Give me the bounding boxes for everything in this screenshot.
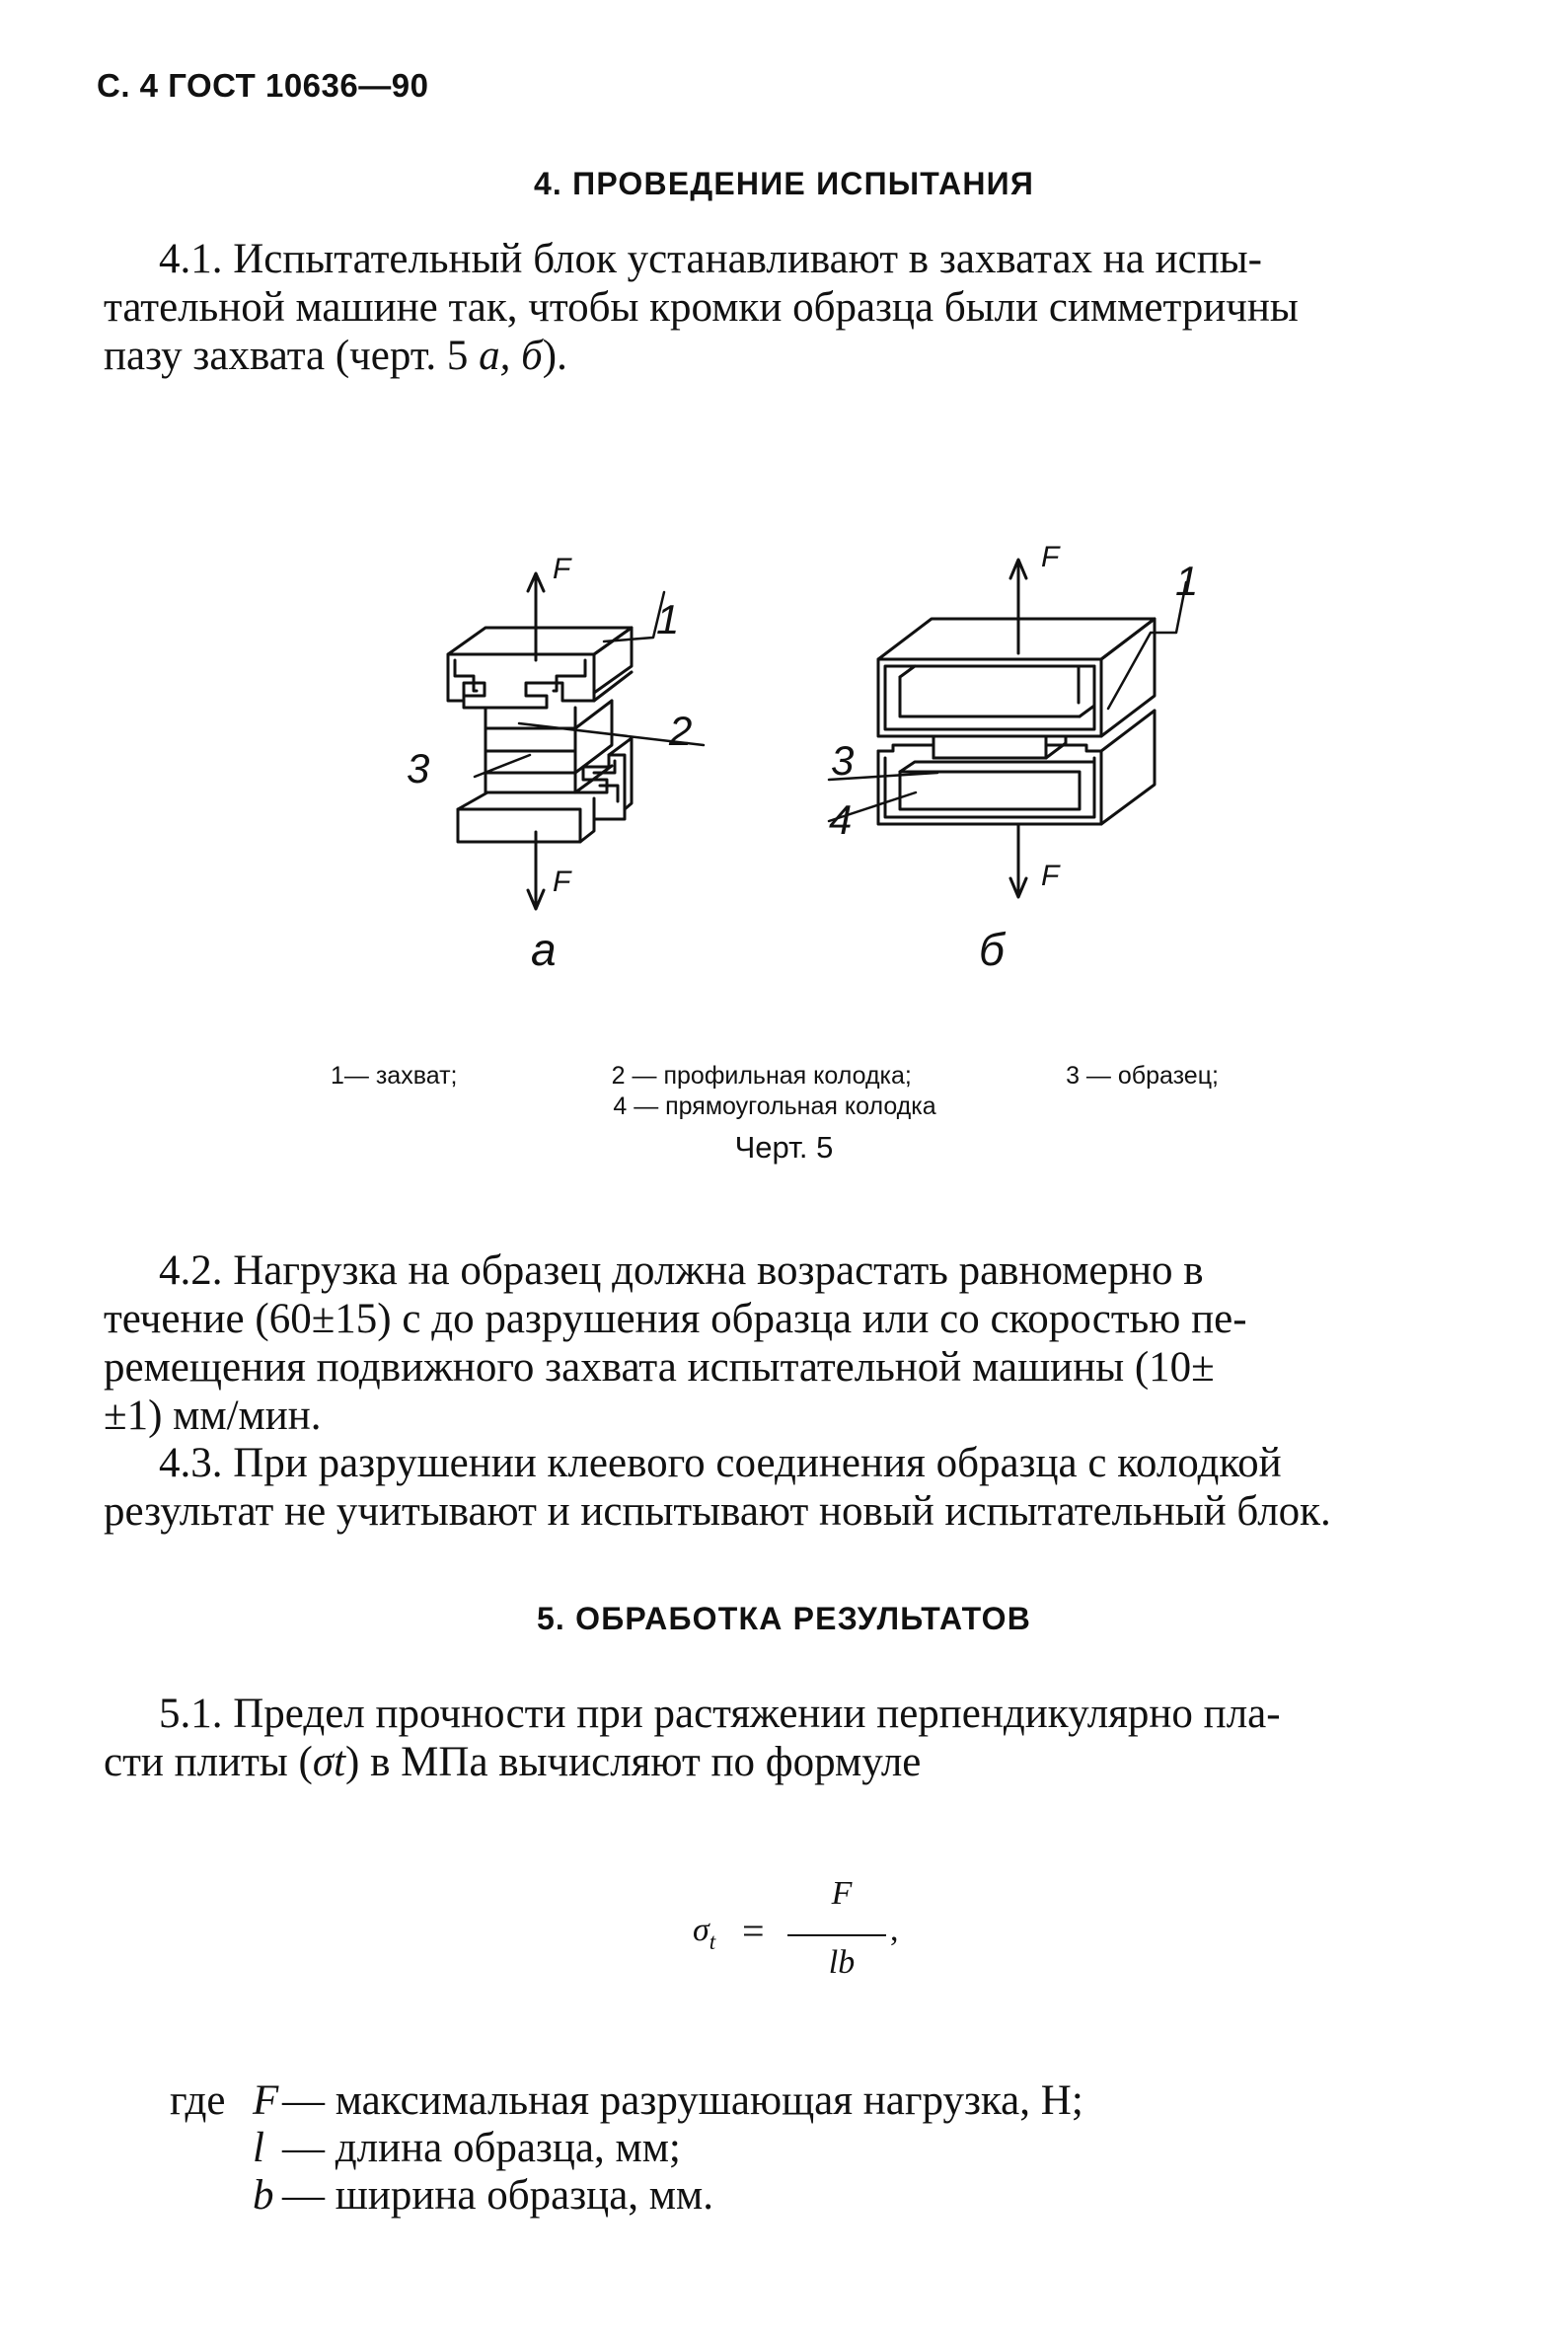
callout-3-right: 3 (831, 737, 855, 784)
formula-comma: , (890, 1912, 899, 1948)
paragraph-4-2 (104, 1246, 1465, 1440)
section-5-title: 5. ОБРАБОТКА РЕЗУЛЬТАТОВ (536, 1601, 1032, 1636)
figure-svg (385, 543, 1253, 1017)
formula-denominator: lb (828, 1944, 856, 1981)
paragraph-4-3-line-2: результат не учитывают и испытывают новый испытательный блок. (104, 1488, 1331, 1535)
variable-definitions (170, 2077, 1083, 2220)
definition-row (170, 2172, 1083, 2220)
paragraph-4-3 (104, 1439, 1465, 1536)
formula-fraction-bar (787, 1934, 886, 1936)
callout-3-left: 3 (407, 745, 430, 791)
caption-item-1: 1— захват; (331, 1062, 458, 1090)
force-label-top-right: F (1041, 543, 1060, 573)
definition-variable: F (253, 2077, 279, 2124)
definition-variable: l (253, 2125, 264, 2171)
figure-number: Черт. 5 (734, 1130, 834, 1165)
caption-row-1 (331, 1061, 1219, 1092)
figure-caption (331, 1061, 1219, 1122)
figure-label-a: а (531, 924, 557, 975)
section-4-title: 4. ПРОВЕДЕНИЕ ИСПЫТАНИЯ (533, 166, 1035, 201)
paragraph-5-1-line-1: 5.1. Предел прочности при растяжении перпендикулярно пла- (159, 1691, 1281, 1737)
figure-chert-5 (385, 543, 1253, 1017)
force-label-top-left: F (553, 553, 571, 585)
strength-formula (681, 1875, 937, 1994)
paragraph-4-2-line-2: течение (60±15) с до разрушения образца или со скоростью пе- (104, 1296, 1247, 1342)
paragraph-4-2-line-3: ремещения подвижного захвата испытательной машины (10± (104, 1344, 1215, 1391)
callout-2-left: 2 (669, 708, 693, 754)
formula-numerator: F (831, 1875, 853, 1912)
definition-text: — максимальная разрушающая нагрузка, Н; (282, 2077, 1083, 2124)
right-assembly (829, 560, 1186, 897)
caption-item-3: 3 — образец; (1066, 1062, 1219, 1090)
force-label-bottom-left: F (553, 866, 571, 898)
force-label-bottom-right: F (1041, 860, 1060, 892)
formula-equals: = (742, 1909, 765, 1953)
definition-text: — длина образца, мм; (282, 2125, 681, 2171)
paragraph-5-1-line-2: сти плиты (σt) в МПа вычисляют по формуле (104, 1739, 922, 1785)
callout-1-left: 1 (656, 596, 680, 642)
definition-text: — ширина образца, мм. (282, 2172, 713, 2219)
definition-row (170, 2125, 1083, 2172)
callout-4-right: 4 (829, 796, 853, 843)
paragraph-4-1-line-2: тательной машине так, чтобы кромки образца были симметричны (104, 284, 1299, 331)
formula-lhs: $\sigma_t$ (693, 1912, 716, 1954)
page-header: С. 4 ГОСТ 10636—90 (97, 67, 429, 104)
paragraph-4-1 (104, 235, 1465, 380)
paragraph-4-2-line-1: 4.2. Нагрузка на образец должна возрастать равномерно в (159, 1247, 1204, 1294)
paragraph-4-1-line-1: 4.1. Испытательный блок устанавливают в захватах на испы- (159, 236, 1262, 282)
definition-variable: b (253, 2172, 274, 2219)
caption-item-4: 4 — прямоугольная колодка (613, 1093, 936, 1120)
caption-item-2: 2 — профильная колодка; (611, 1062, 912, 1090)
paragraph-4-2-line-4: ±1) мм/мин. (104, 1393, 322, 1439)
paragraph-5-1 (104, 1690, 1465, 1786)
definition-row (170, 2077, 1083, 2125)
paragraph-4-3-line-1: 4.3. При разрушении клеевого соединения образца с колодкой (159, 1440, 1282, 1486)
figure-label-b: б (979, 924, 1005, 975)
callout-1-right: 1 (1175, 558, 1199, 604)
definition-where: где (170, 2077, 226, 2124)
paragraph-4-1-line-3: пазу захвата (черт. 5 а, б). (104, 333, 567, 379)
